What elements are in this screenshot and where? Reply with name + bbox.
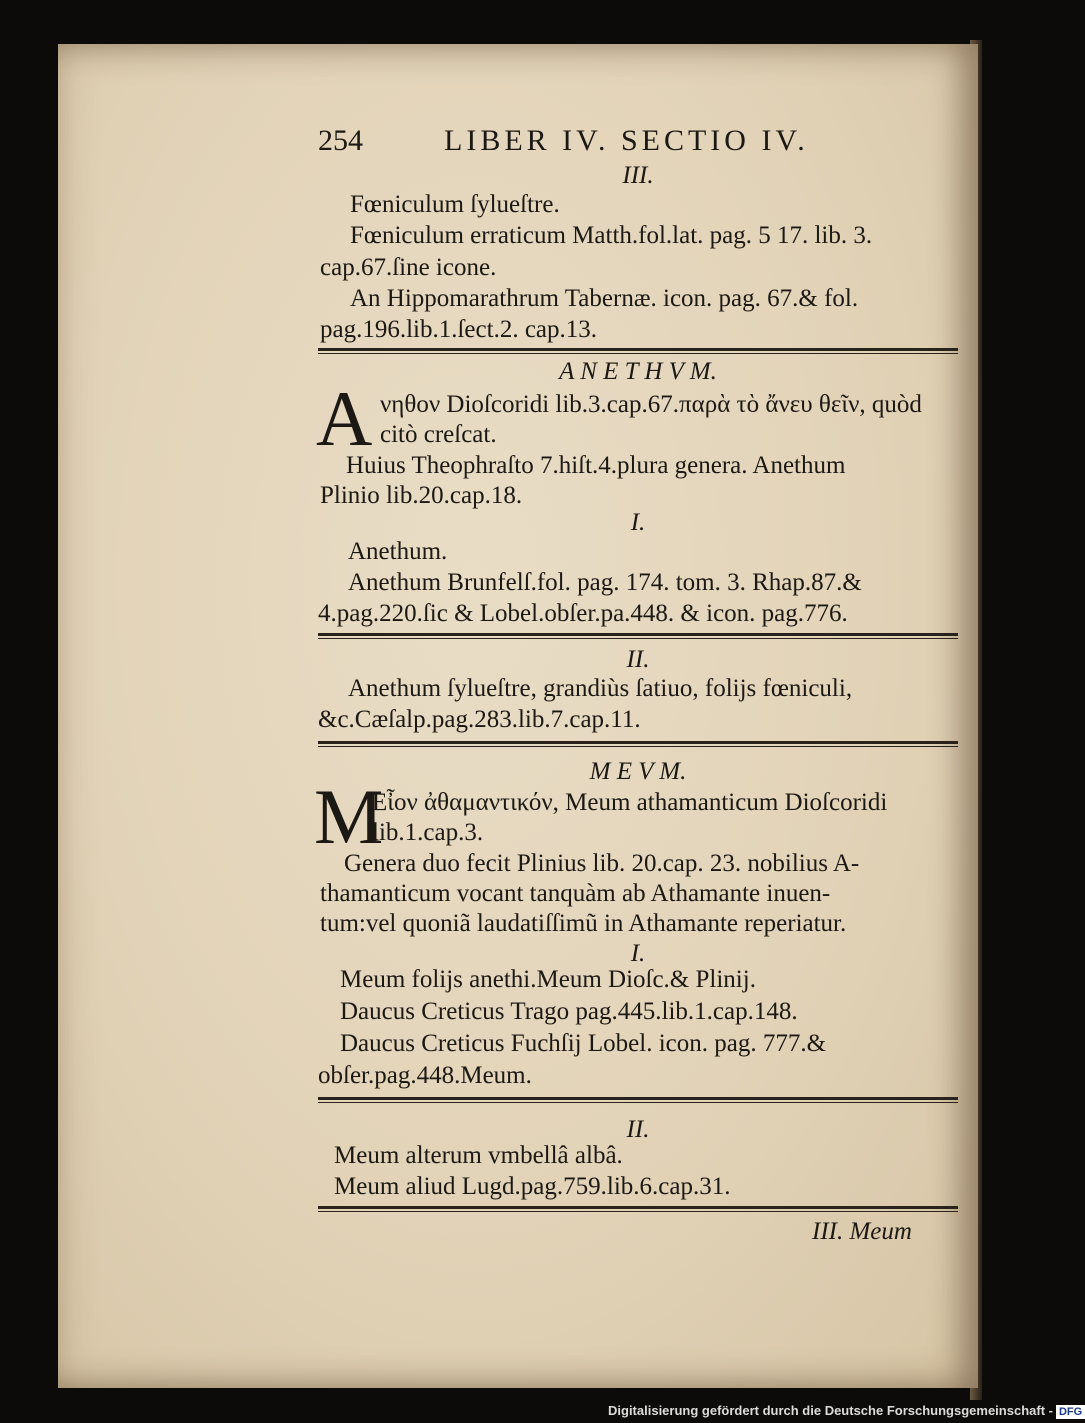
text-line: Meum aliud Lugd.pag.759.lib.6.cap.31.: [334, 1173, 731, 1200]
section-numeral: I.: [630, 940, 646, 967]
digitization-footer: [608, 1402, 1083, 1420]
section-heading: A N E T H V M.: [559, 358, 717, 385]
text-line: Daucus Creticus Fuchſij Lobel. icon. pag. 777.&: [340, 1030, 827, 1057]
text-line: Genera duo fecit Plinius lib. 20.cap. 23. nobilius A-: [344, 850, 860, 877]
drop-cap: A: [316, 375, 373, 462]
text-line: Huius Theophraſto 7.hiſt.4.plura genera. Anethum: [346, 452, 846, 479]
section-rule: [318, 348, 958, 354]
page-text: [314, 0, 958, 1400]
text-line: Daucus Creticus Trago pag.445.lib.1.cap.148.: [340, 998, 798, 1025]
page-number: 254: [318, 124, 363, 157]
text-line: Plinio lib.20.cap.18.: [320, 482, 523, 509]
text-line: tum:vel quoniã laudatiſſimũ in Athamante reperiatur.: [320, 910, 847, 937]
section-rule: [318, 1206, 958, 1212]
text-line: Anethum.: [348, 538, 448, 565]
section-rule: [318, 741, 958, 747]
text-line: νηθον Dioſcoridi lib.3.cap.67.παρὰ τὸ ἄνευ θεῖν, quòd: [380, 391, 922, 418]
running-title: LIBER IV. SECTIO IV.: [444, 124, 809, 157]
text-line: citò creſcat.: [380, 421, 497, 448]
dfg-logo: DFG: [1056, 1405, 1085, 1419]
text-line: Εἶον ἀθαμαντικόν, Meum athamanticum Dioſcoridi: [372, 789, 888, 816]
text-line: Meum folijs anethi.Meum Dioſc.& Plinij.: [340, 966, 756, 993]
text-line: Fœniculum ſylueſtre.: [350, 191, 560, 218]
section-rule: [318, 633, 958, 639]
text-line: Anethum ſylueſtre, grandiùs ſatiuo, folijs fœniculi,: [348, 675, 853, 702]
text-line: obſer.pag.448.Meum.: [318, 1062, 532, 1089]
section-numeral: II.: [626, 1116, 650, 1143]
text-line: Meum alterum vmbellâ albâ.: [334, 1142, 623, 1169]
footer-text: Digitalisierung gefördert durch die Deutsche Forschungsgemeinschaft -: [608, 1403, 1053, 1418]
text-line: pag.196.lib.1.ſect.2. cap.13.: [320, 316, 598, 343]
catchword: III. Meum: [812, 1218, 912, 1245]
section-numeral: I.: [630, 509, 646, 536]
section-rule: [318, 1097, 958, 1103]
section-numeral: II.: [626, 646, 650, 673]
text-line: Fœniculum erraticum Matth.fol.lat. pag. 5 17. lib. 3.: [350, 222, 873, 249]
text-line: Anethum Brunfelſ.fol. pag. 174. tom. 3. Rhap.87.&: [348, 569, 862, 596]
text-line: thamanticum vocant tanquàm ab Athamante inuen-: [320, 880, 831, 907]
section-heading: M E V M.: [589, 758, 687, 785]
text-line: 4.pag.220.ſic & Lobel.obſer.pa.448. & icon. pag.776.: [318, 600, 848, 627]
text-line: lib.1.cap.3.: [372, 819, 484, 846]
text-line: An Hippomarathrum Tabernæ. icon. pag. 67.& fol.: [350, 285, 859, 312]
text-line: &c.Cæſalp.pag.283.lib.7.cap.11.: [318, 706, 641, 733]
text-line: cap.67.ſine icone.: [320, 254, 497, 281]
section-numeral: III.: [622, 162, 654, 189]
drop-cap: M: [314, 773, 384, 860]
